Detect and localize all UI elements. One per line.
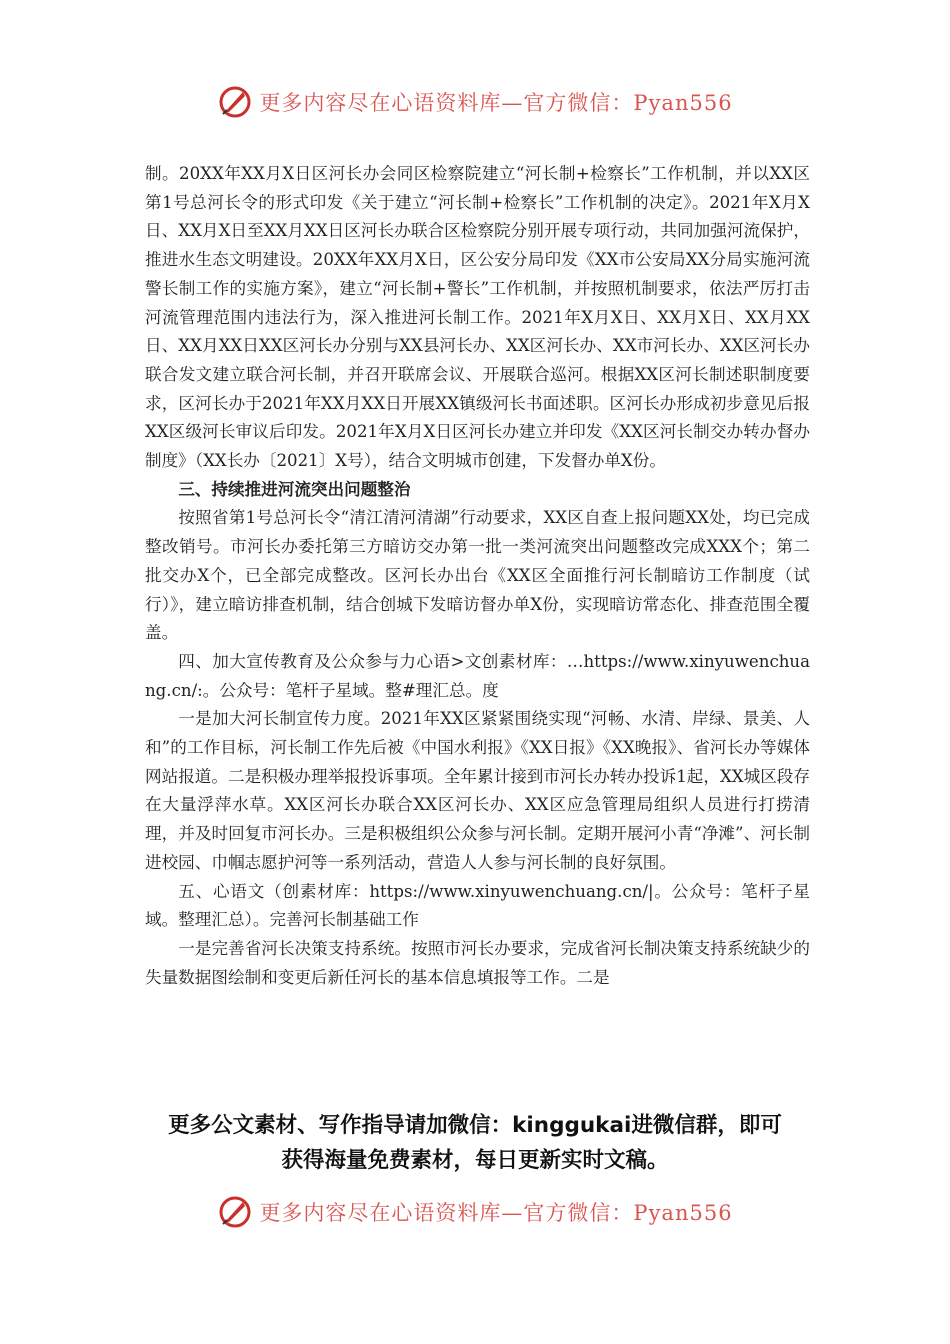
header-banner <box>0 80 950 124</box>
quill-logo-icon <box>217 1194 253 1230</box>
footer-banner-text: 更多内容尽在心语资料库—官方微信：Pyan556 <box>259 1201 733 1225</box>
section-heading-4: 四、加大宣传教育及公众参与力心语>文创素材库：…https://www.xinyuwenchuang.cn/:。公众号：笔杆子星域。整#理汇总。度 <box>145 651 810 700</box>
section-heading-3: 三、持续推进河流突出问题整治 <box>178 479 411 499</box>
paragraph-section-4: 一是加大河长制宣传力度。2021年XX区紧紧围绕实现“河畅、水清、岸绿、景美、人和”的工作目标，河长制工作先后被《中国水利报》《XX日报》《XX晚报》、省河长办等媒体网站报道。二是积极办理举报投诉事项。全年累计接到市河长办转办投诉1起，XX城区段存在大量浮萍水草。XX区河长办联合XX区河长办、XX区应急管理局组织人员进行打捞清理，并及时回复市河长办。三是积极组织公众参与河长制。定期开展河小青“净滩”、河长制进校园、巾帼志愿护河等一系列活动，营造人人参与河长制的良好氛围。 <box>145 709 810 872</box>
footer-banner <box>0 1190 950 1234</box>
promo-line-1: 更多公文素材、写作指导请加微信：kinggukai进微信群，即可 <box>168 1113 782 1138</box>
promo-notice <box>0 1108 950 1178</box>
paragraph-continuation: 制。20XX年XX月X日区河长办会同区检察院建立“河长制+检察长”工作机制，并以XX区第1号总河长令的形式印发《关于建立“河长制+检察长”工作机制的决定》。2021年X月X日、XX月X日至XX月XX日区河长办联合区检察院分别开展专项行动，共同加强河流保护，推进水生态文明建设。20XX年XX月X日，区公安分局印发《XX市公安局XX分局实施河流警长制工作的实施方案》，建立“河长制+警长”工作机制，并按照机制要求，依法严厉打击河流管理范围内违法行为，深入推进河长制工作。2021年X月X日、XX月X日、XX月XX日、XX月XX日XX区河长办分别与XX县河长办、XX区河长办、XX市河长办、XX区河长办联合发文建立联合河长制，并召开联席会议、开展联合巡河。根据XX区河长制述职制度要求，区河长办于2021年XX月XX日开展XX镇级河长书面述职。区河长办形成初步意见后报XX区级河长审议后印发。2021年X月X日区河长办建立并印发《XX区河长制交办转办督办制度》（XX长办〔2021〕X号），结合文明城市创建，下发督办单X份。 <box>145 164 810 471</box>
section-heading-5: 五、心语文（创素材库：https://www.xinyuwenchuang.cn/|。公众号：笔杆子星域。整理汇总）。完善河长制基础工作 <box>145 881 810 930</box>
header-banner-text: 更多内容尽在心语资料库—官方微信：Pyan556 <box>259 91 733 115</box>
promo-line-2: 获得海量免费素材，每日更新实时文稿。 <box>281 1148 669 1173</box>
paragraph-section-3: 按照省第1号总河长令“清江清河清湖”行动要求，XX区自查上报问题XX处，均已完成整改销号。市河长办委托第三方暗访交办第一批一类河流突出问题整改完成XXX个；第二批交办X个，已全部完成整改。区河长办出台《XX区全面推行河长制暗访工作制度（试行）》，建立暗访排查机制，结合创城下发暗访督办单X份，实现暗访常态化、排查范围全覆盖。 <box>145 508 810 643</box>
paragraph-section-5: 一是完善省河长决策支持系统。按照市河长办要求，完成省河长制决策支持系统缺少的失量数据图绘制和变更后新任河长的基本信息填报等工作。二是 <box>145 938 810 987</box>
quill-logo-icon <box>217 84 253 120</box>
document-body <box>145 160 810 992</box>
